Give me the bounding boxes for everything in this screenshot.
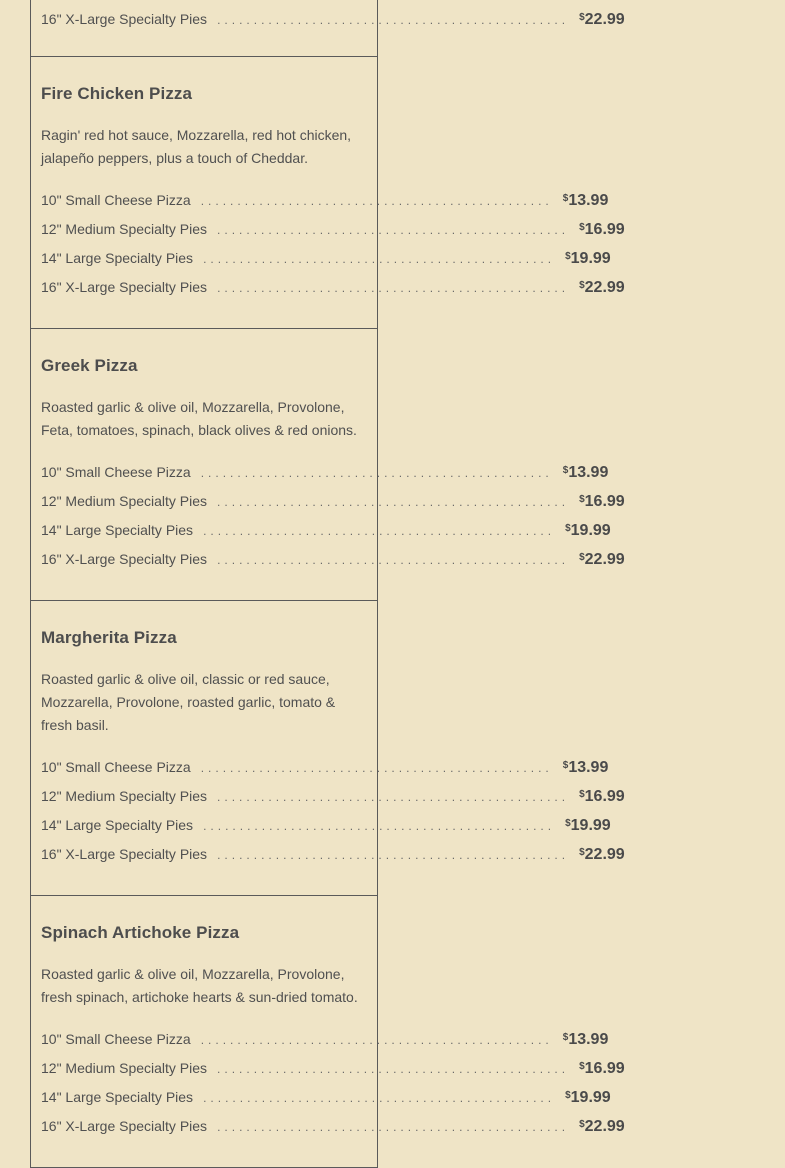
- dot-leader: ................................................: [217, 1120, 570, 1134]
- price-value: 13.99: [568, 464, 609, 481]
- price-value: 13.99: [568, 759, 609, 776]
- dot-leader: ................................................: [217, 790, 570, 804]
- menu-item-title: Fire Chicken Pizza: [41, 84, 193, 103]
- dot-leader: ................................................: [200, 194, 553, 208]
- menu-item-greek-pizza: [31, 329, 625, 601]
- price-row: [41, 250, 611, 279]
- menu-item-description: Roasted garlic & olive oil, classic or red sauce, Mozzarella, Provolone, roasted garlic, tomato & fresh basil.: [41, 671, 336, 733]
- size-label: 10" Small Cheese Pizza: [41, 192, 191, 208]
- size-label: 10" Small Cheese Pizza: [41, 1031, 191, 1047]
- dot-leader: ................................................: [203, 819, 556, 833]
- price-row: [41, 279, 625, 308]
- size-label: 10" Small Cheese Pizza: [41, 464, 191, 480]
- price-row: [41, 522, 611, 551]
- size-label: 12" Medium Specialty Pies: [41, 1060, 208, 1076]
- currency-symbol: $: [562, 760, 569, 771]
- currency-symbol: $: [579, 1061, 585, 1072]
- price-value: 22.99: [584, 846, 625, 863]
- price-value: 22.99: [584, 11, 625, 28]
- dot-leader: ................................................: [217, 553, 570, 567]
- currency-symbol: $: [579, 789, 585, 800]
- price: [579, 788, 625, 806]
- dot-leader: ................................................: [217, 1062, 570, 1076]
- dot-leader: ................................................: [217, 13, 570, 27]
- size-label: 16" X-Large Specialty Pies: [41, 551, 208, 567]
- price-row: [41, 846, 625, 875]
- price-value: 22.99: [584, 279, 625, 296]
- currency-symbol: $: [565, 818, 571, 829]
- currency-symbol: $: [579, 1119, 585, 1130]
- price-row: [41, 493, 625, 522]
- currency-symbol: $: [579, 280, 585, 291]
- dot-leader: ................................................: [217, 223, 570, 237]
- currency-symbol: $: [562, 193, 569, 204]
- currency-symbol: $: [579, 12, 585, 23]
- price: [563, 464, 609, 482]
- price-row: [41, 11, 625, 40]
- price-row: [41, 551, 625, 580]
- price: [579, 279, 625, 297]
- size-label: 14" Large Specialty Pies: [41, 1089, 194, 1105]
- dot-leader: ................................................: [203, 524, 556, 538]
- price-value: 19.99: [570, 250, 611, 267]
- price-row: [41, 464, 609, 493]
- price-row: [41, 1118, 625, 1147]
- price: [579, 1060, 625, 1078]
- menu-item-title: Spinach Artichoke Pizza: [41, 923, 240, 942]
- currency-symbol: $: [579, 552, 585, 563]
- price-row: [41, 788, 625, 817]
- price: [579, 221, 625, 239]
- menu-item-description: Ragin' red hot sauce, Mozzarella, red hot chicken, jalapeño peppers, plus a touch of Cheddar.: [41, 127, 352, 166]
- price-row: [41, 1089, 611, 1118]
- price-row: [41, 1060, 625, 1089]
- dot-leader: ................................................: [200, 1033, 553, 1047]
- price-value: 16.99: [584, 493, 625, 510]
- dot-leader: ................................................: [200, 761, 553, 775]
- price: [563, 192, 609, 210]
- menu-column: [30, 0, 625, 1168]
- price-value: 22.99: [584, 1118, 625, 1135]
- currency-symbol: $: [565, 523, 571, 534]
- currency-symbol: $: [579, 847, 585, 858]
- price: [579, 1118, 625, 1136]
- size-label: 12" Medium Specialty Pies: [41, 493, 208, 509]
- currency-symbol: $: [579, 222, 585, 233]
- price: [579, 493, 625, 511]
- menu-item-fire-chicken-pizza: [31, 57, 625, 329]
- dot-leader: ................................................: [203, 252, 556, 266]
- menu-item-description: Roasted garlic & olive oil, Mozzarella, Provolone, fresh spinach, artichoke hearts & sun-dried tomato.: [41, 966, 358, 1005]
- dot-leader: ................................................: [217, 495, 570, 509]
- dot-leader: ................................................: [200, 466, 553, 480]
- price: [579, 551, 625, 569]
- price-value: 16.99: [584, 788, 625, 805]
- price-value: 13.99: [568, 1031, 609, 1048]
- size-label: 14" Large Specialty Pies: [41, 250, 194, 266]
- price-value: 19.99: [570, 522, 611, 539]
- price: [565, 522, 611, 540]
- size-label: 16" X-Large Specialty Pies: [41, 1118, 208, 1134]
- price: [579, 11, 625, 29]
- price-row: [41, 759, 609, 788]
- price-row: [41, 1031, 609, 1060]
- menu-item-margherita-pizza: [31, 601, 625, 896]
- price: [563, 1031, 609, 1049]
- menu-item-title: Margherita Pizza: [41, 628, 177, 647]
- menu-item-description: Roasted garlic & olive oil, Mozzarella, Provolone, Feta, tomatoes, spinach, black olives & red onions.: [41, 399, 357, 438]
- size-label: 14" Large Specialty Pies: [41, 522, 194, 538]
- currency-symbol: $: [562, 465, 569, 476]
- price: [579, 846, 625, 864]
- size-label: 16" X-Large Specialty Pies: [41, 846, 208, 862]
- dot-leader: ................................................: [203, 1091, 556, 1105]
- currency-symbol: $: [579, 494, 585, 505]
- dot-leader: ................................................: [217, 848, 570, 862]
- size-label: 16" X-Large Specialty Pies: [41, 11, 208, 27]
- size-label: 10" Small Cheese Pizza: [41, 759, 191, 775]
- price-value: 22.99: [584, 551, 625, 568]
- price-value: 16.99: [584, 1060, 625, 1077]
- size-label: 12" Medium Specialty Pies: [41, 788, 208, 804]
- currency-symbol: $: [565, 1090, 571, 1101]
- price: [563, 759, 609, 777]
- price: [565, 817, 611, 835]
- menu-item-spinach-artichoke-pizza: [31, 896, 625, 1168]
- size-label: 14" Large Specialty Pies: [41, 817, 194, 833]
- price-value: 13.99: [568, 192, 609, 209]
- currency-symbol: $: [565, 251, 571, 262]
- price: [565, 250, 611, 268]
- price: [565, 1089, 611, 1107]
- price-value: 19.99: [570, 1089, 611, 1106]
- menu-item-title: Greek Pizza: [41, 356, 138, 375]
- price-row: [41, 817, 611, 846]
- size-label: 12" Medium Specialty Pies: [41, 221, 208, 237]
- price-value: 19.99: [570, 817, 611, 834]
- price-value: 16.99: [584, 221, 625, 238]
- price-row: [41, 192, 609, 221]
- size-label: 16" X-Large Specialty Pies: [41, 279, 208, 295]
- dot-leader: ................................................: [217, 281, 570, 295]
- currency-symbol: $: [562, 1032, 569, 1043]
- previous-menu-item: [31, 0, 625, 57]
- price-row: [41, 221, 625, 250]
